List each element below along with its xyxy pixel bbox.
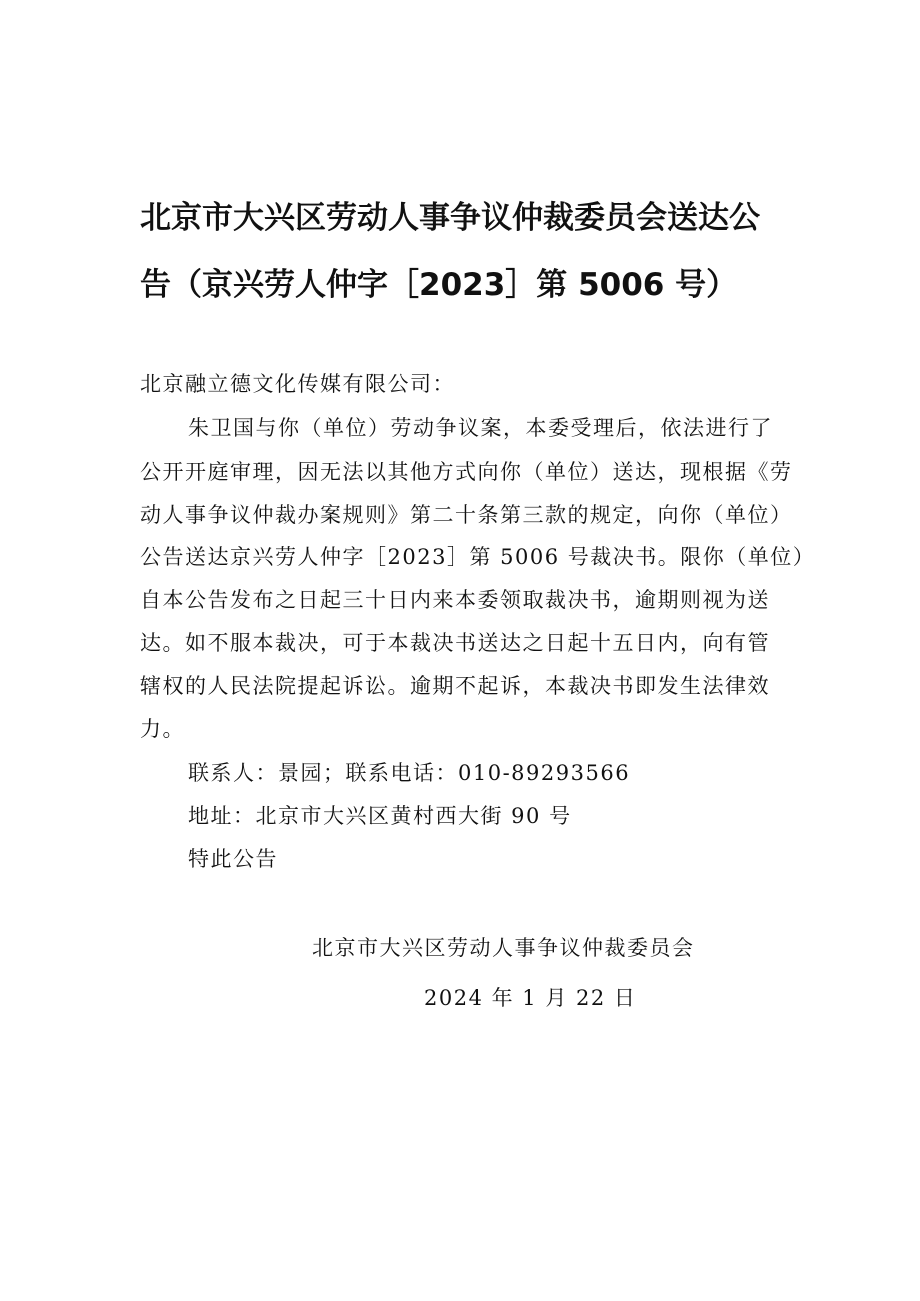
address-info: 地址：北京市大兴区黄村西大街 90 号: [188, 804, 572, 828]
closing-text: 特此公告: [188, 847, 278, 871]
signature-organization: 北京市大兴区劳动人事争议仲裁委员会: [312, 936, 695, 960]
body-line-6: 达。如不服本裁决，可于本裁决书送达之日起十五日内，向有管: [140, 631, 770, 655]
document-title-line-1: 北京市大兴区劳动人事争议仲裁委员会送达公: [140, 200, 760, 236]
contact-info: 联系人：景园；联系电话：010-89293566: [188, 761, 631, 785]
body-line-3: 动人事争议仲裁办案规则》第二十条第三款的规定，向你（单位）: [140, 503, 793, 527]
body-line-8: 力。: [140, 717, 185, 741]
body-line-2: 公开开庭审理，因无法以其他方式向你（单位）送达，现根据《劳: [140, 460, 793, 484]
document-title-line-2: 告（京兴劳人仲字［2023］第 5006 号）: [140, 267, 738, 303]
body-line-5: 自本公告发布之日起三十日内来本委领取裁决书，逾期则视为送: [140, 588, 770, 612]
body-line-1: 朱卫国与你（单位）劳动争议案，本委受理后，依法进行了: [188, 416, 773, 440]
body-line-7: 辖权的人民法院提起诉讼。逾期不起诉，本裁决书即发生法律效: [140, 674, 770, 698]
body-line-4: 公告送达京兴劳人仲字［2023］第 5006 号裁决书。限你（单位）: [140, 545, 816, 569]
addressee: 北京融立德文化传媒有限公司：: [140, 372, 455, 396]
document-date: 2024 年 1 月 22 日: [424, 986, 637, 1010]
